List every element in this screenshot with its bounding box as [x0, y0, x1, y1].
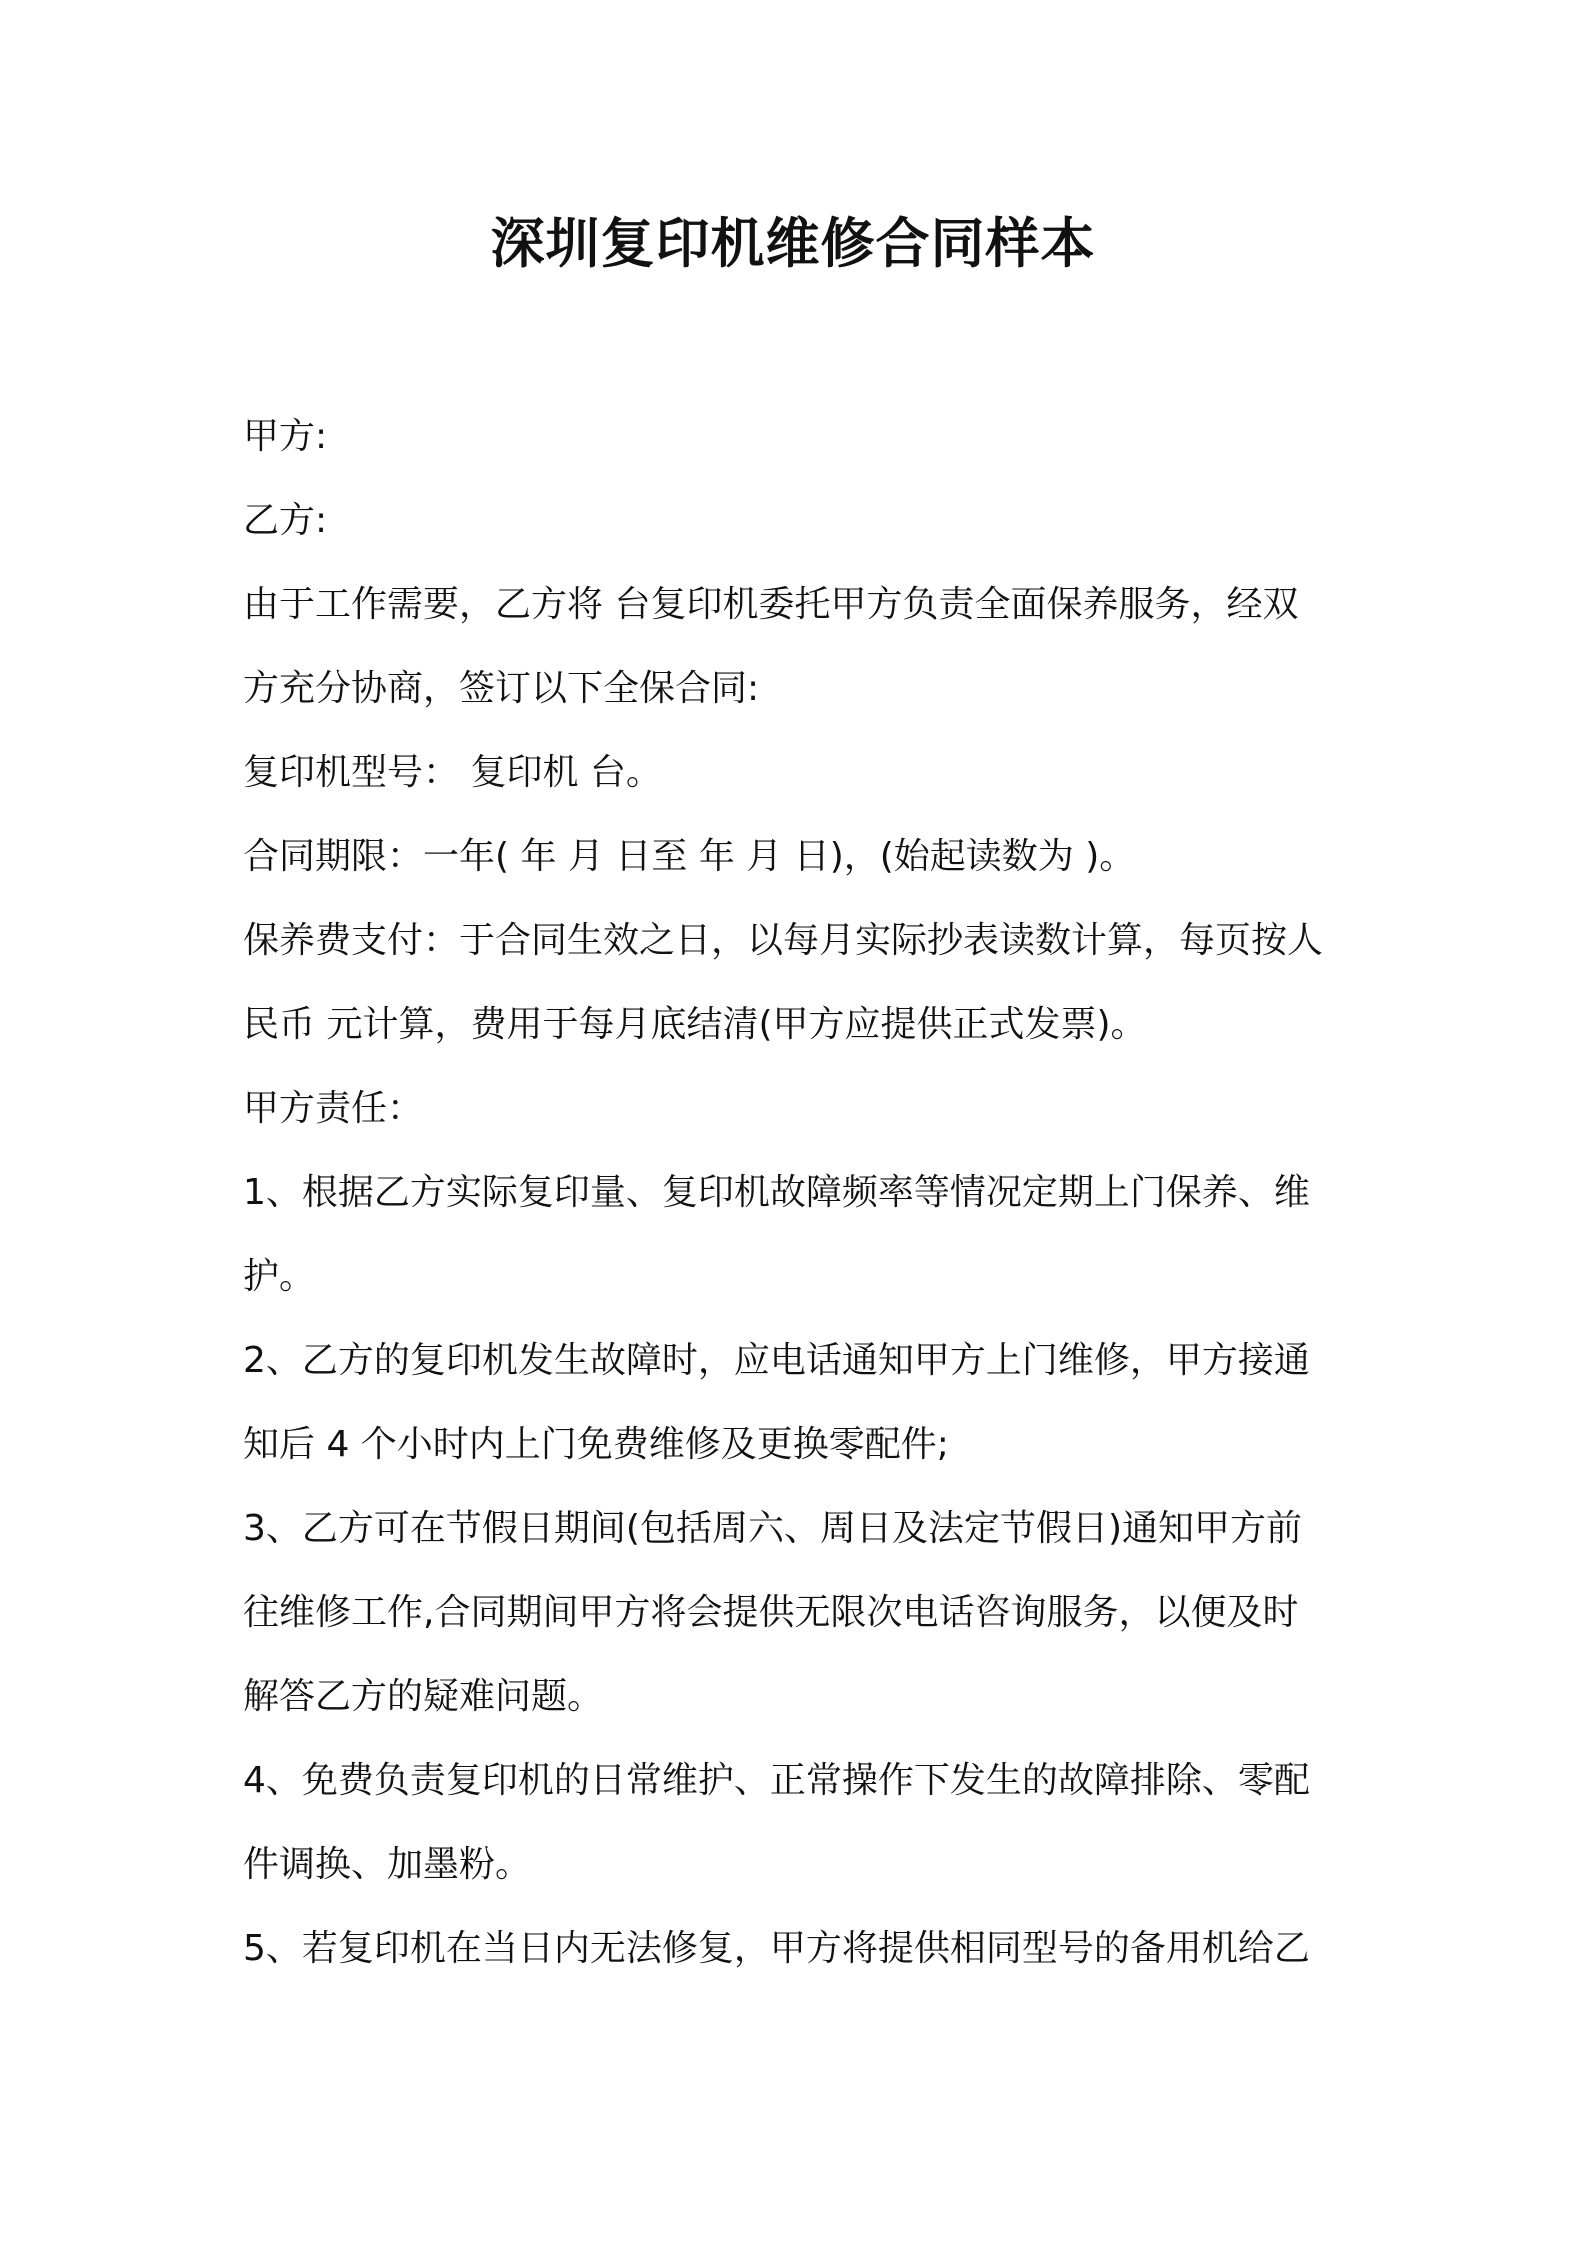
document-title: 深圳复印机维修合同样本	[490, 212, 1096, 275]
clause-2-line-2: 知后 4 个小时内上门免费维修及更换零配件;	[243, 1424, 949, 1465]
party-a-duties-heading: 甲方责任：	[243, 1088, 424, 1129]
payment-line-1: 保养费支付：于合同生效之日，以每月实际抄表读数计算，每页按人	[243, 920, 1324, 961]
payment-line-2: 民币 元计算，费用于每月底结清(甲方应提供正式发票)。	[243, 1004, 1147, 1045]
clause-1-line-1: 1、根据乙方实际复印量、复印机故障频率等情况定期上门保养、维	[243, 1172, 1310, 1213]
intro-line-1: 由于工作需要，乙方将 台复印机委托甲方负责全面保养服务，经双	[243, 584, 1299, 625]
clause-3-line-2: 往维修工作,合同期间甲方将会提供无限次电话咨询服务，以便及时	[243, 1592, 1299, 1633]
clause-1-line-2: 护。	[243, 1256, 316, 1297]
party-b-line: 乙方:	[243, 500, 328, 541]
clause-4-line-2: 件调换、加墨粉。	[243, 1844, 532, 1885]
contract-term-line: 合同期限：一年( 年 月 日至 年 月 日)，(始起读数为 )。	[243, 836, 1136, 877]
clause-4-line-1: 4、免费负责复印机的日常维护、正常操作下发生的故障排除、零配	[243, 1760, 1310, 1801]
clause-5-line-1: 5、若复印机在当日内无法修复，甲方将提供相同型号的备用机给乙	[243, 1928, 1310, 1969]
party-a-line: 甲方:	[243, 416, 328, 457]
clause-3-line-3: 解答乙方的疑难问题。	[243, 1676, 604, 1717]
clause-3-line-1: 3、乙方可在节假日期间(包括周六、周日及法定节假日)通知甲方前	[243, 1508, 1302, 1549]
clause-2-line-1: 2、乙方的复印机发生故障时，应电话通知甲方上门维修，甲方接通	[243, 1340, 1310, 1381]
intro-line-2: 方充分协商，签订以下全保合同:	[243, 668, 760, 709]
copier-model-line: 复印机型号： 复印机 台。	[243, 752, 662, 793]
